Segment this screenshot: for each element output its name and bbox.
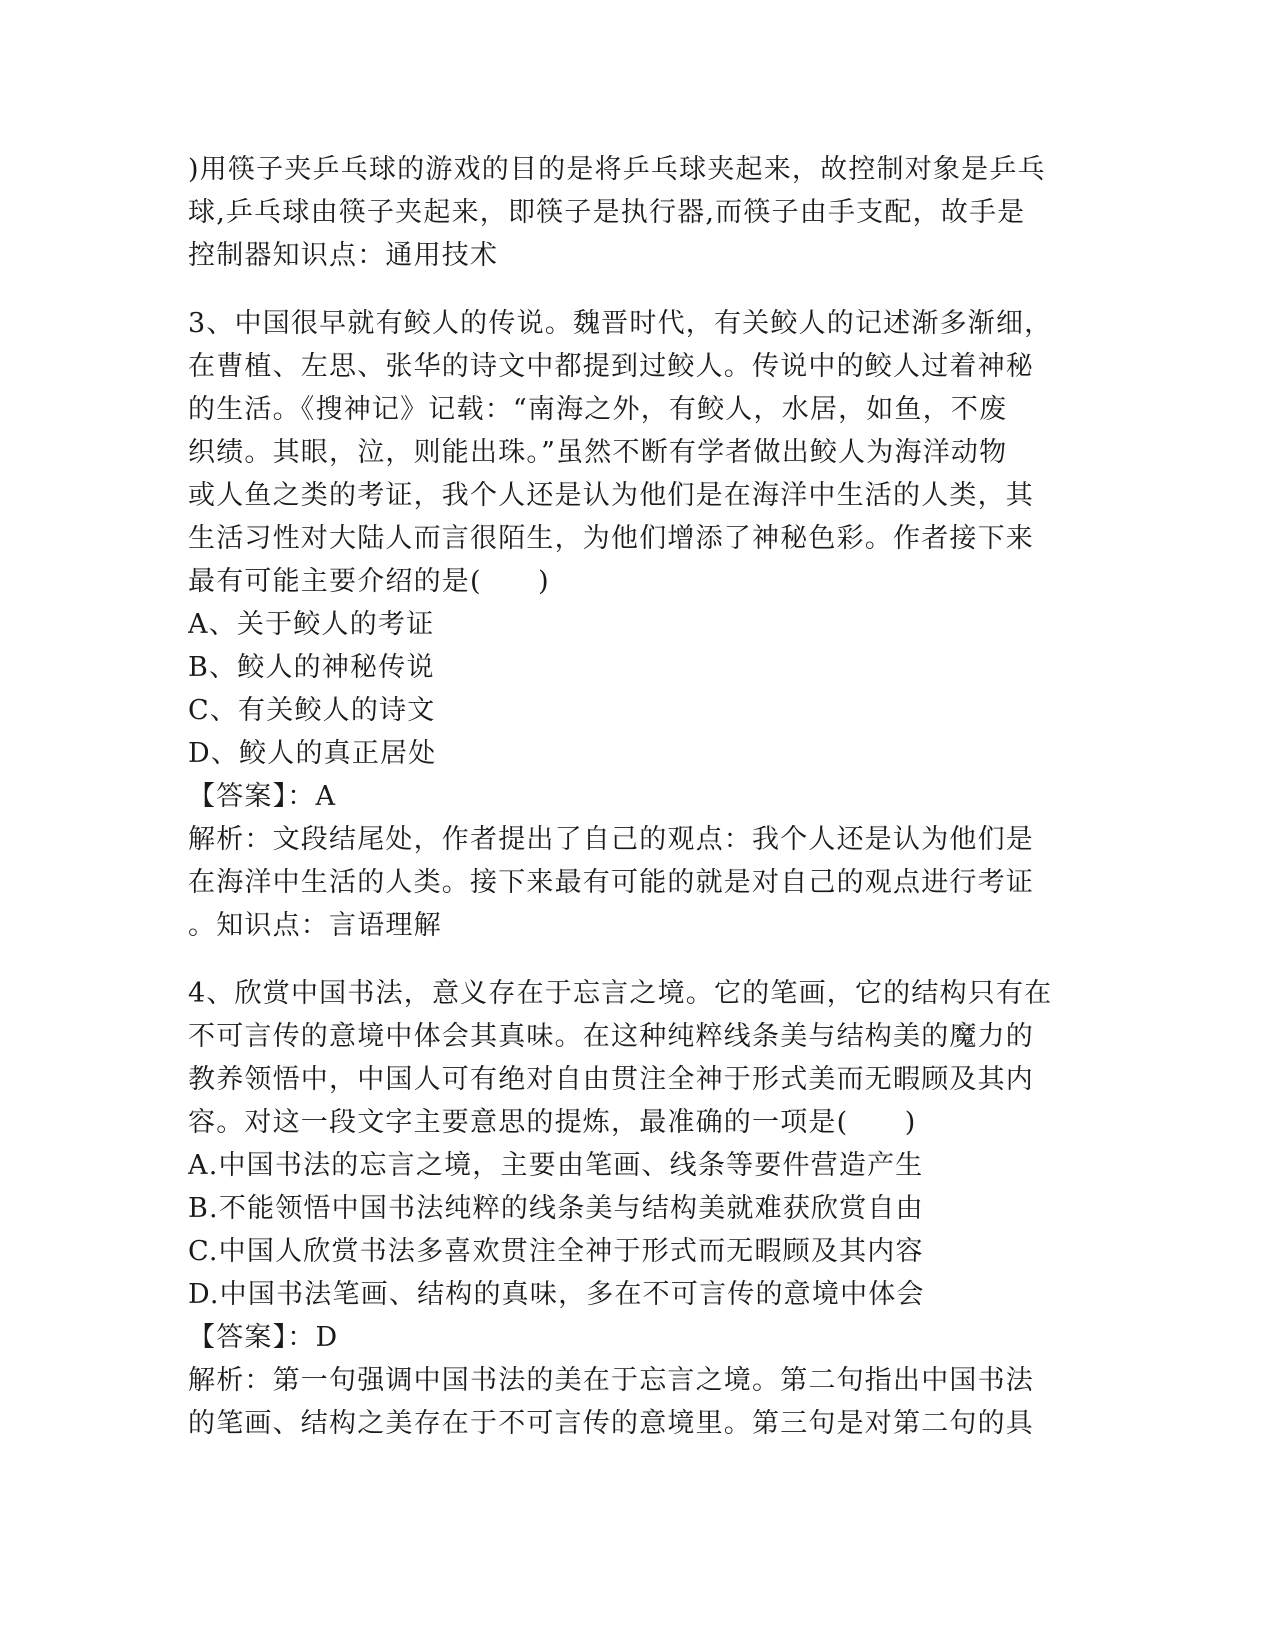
analysis-line: 的笔画、结构之美存在于不可言传的意境里。第三句是对第二句的具 bbox=[188, 1408, 1034, 1439]
stem-line: 容。对这一段文字主要意思的提炼，最准确的一项是( ) bbox=[188, 1107, 917, 1138]
analysis bbox=[188, 1359, 1068, 1445]
question-stem bbox=[188, 302, 1068, 603]
analysis-line: 球,乒乓球由筷子夹起来，即筷子是执行器,而筷子由手支配，故手是 bbox=[188, 197, 1026, 228]
stem-line: 的生活。《搜神记》记载：“南海之外，有鲛人，水居，如鱼，不废 bbox=[188, 394, 1008, 425]
stem-line: 不可言传的意境中体会其真味。在这种纯粹线条美与结构美的魔力的 bbox=[188, 1021, 1034, 1052]
option-c: C.中国人欣赏书法多喜欢贯注全神于形式而无暇顾及其内容 bbox=[188, 1236, 924, 1267]
option-b: B.不能领悟中国书法纯粹的线条美与结构美就难获欣赏自由 bbox=[188, 1193, 924, 1224]
option-a: A.中国书法的忘言之境，主要由笔画、线条等要件营造产生 bbox=[188, 1150, 924, 1181]
analysis-line: )用筷子夹乒乓球的游戏的目的是将乒乓球夹起来，故控制对象是乒乓 bbox=[188, 154, 1046, 185]
question-3 bbox=[188, 302, 1068, 947]
question-stem bbox=[188, 972, 1068, 1144]
question-2-tail bbox=[188, 148, 1068, 277]
options-list bbox=[188, 603, 1068, 775]
answer: 【答案】：A bbox=[188, 781, 337, 812]
document-page bbox=[188, 148, 1068, 1445]
analysis bbox=[188, 818, 1068, 947]
question-4 bbox=[188, 972, 1068, 1445]
answer: 【答案】：D bbox=[188, 1322, 339, 1353]
section-gap bbox=[188, 947, 1068, 972]
section-gap bbox=[188, 277, 1068, 302]
option-c: C、有关鲛人的诗文 bbox=[188, 695, 436, 726]
stem-line: 生活习性对大陆人而言很陌生，为他们增添了神秘色彩。作者接下来 bbox=[188, 523, 1034, 554]
stem-line: 最有可能主要介绍的是( ) bbox=[188, 566, 550, 597]
analysis-line: 解析：第一句强调中国书法的美在于忘言之境。第二句指出中国书法 bbox=[188, 1365, 1034, 1396]
stem-line: 织绩。其眼，泣，则能出珠。”虽然不断有学者做出鲛人为海洋动物 bbox=[188, 437, 1008, 468]
stem-line: 在曹植、左思、张华的诗文中都提到过鲛人。传说中的鲛人过着神秘 bbox=[188, 351, 1034, 382]
stem-line: 教养领悟中，中国人可有绝对自由贯注全神于形式美而无暇顾及其内 bbox=[188, 1064, 1034, 1095]
analysis-line: 控制器知识点：通用技术 bbox=[188, 240, 499, 271]
option-a: A、关于鲛人的考证 bbox=[188, 609, 435, 640]
stem-line: 4、欣赏中国书法，意义存在于忘言之境。它的笔画，它的结构只有在 bbox=[188, 978, 1053, 1009]
analysis-line: 解析：文段结尾处，作者提出了自己的观点：我个人还是认为他们是 bbox=[188, 824, 1034, 855]
option-d: D.中国书法笔画、结构的真味，多在不可言传的意境中体会 bbox=[188, 1279, 925, 1310]
stem-line: 3、中国很早就有鲛人的传说。魏晋时代，有关鲛人的记述渐多渐细， bbox=[188, 308, 1053, 339]
analysis-line: 。知识点：言语理解 bbox=[188, 910, 442, 941]
option-d: D、鲛人的真正居处 bbox=[188, 738, 437, 769]
stem-line: 或人鱼之类的考证，我个人还是认为他们是在海洋中生活的人类，其 bbox=[188, 480, 1034, 511]
option-b: B、鲛人的神秘传说 bbox=[188, 652, 435, 683]
analysis-line: 在海洋中生活的人类。接下来最有可能的就是对自己的观点进行考证 bbox=[188, 867, 1034, 898]
options-list bbox=[188, 1144, 1068, 1316]
